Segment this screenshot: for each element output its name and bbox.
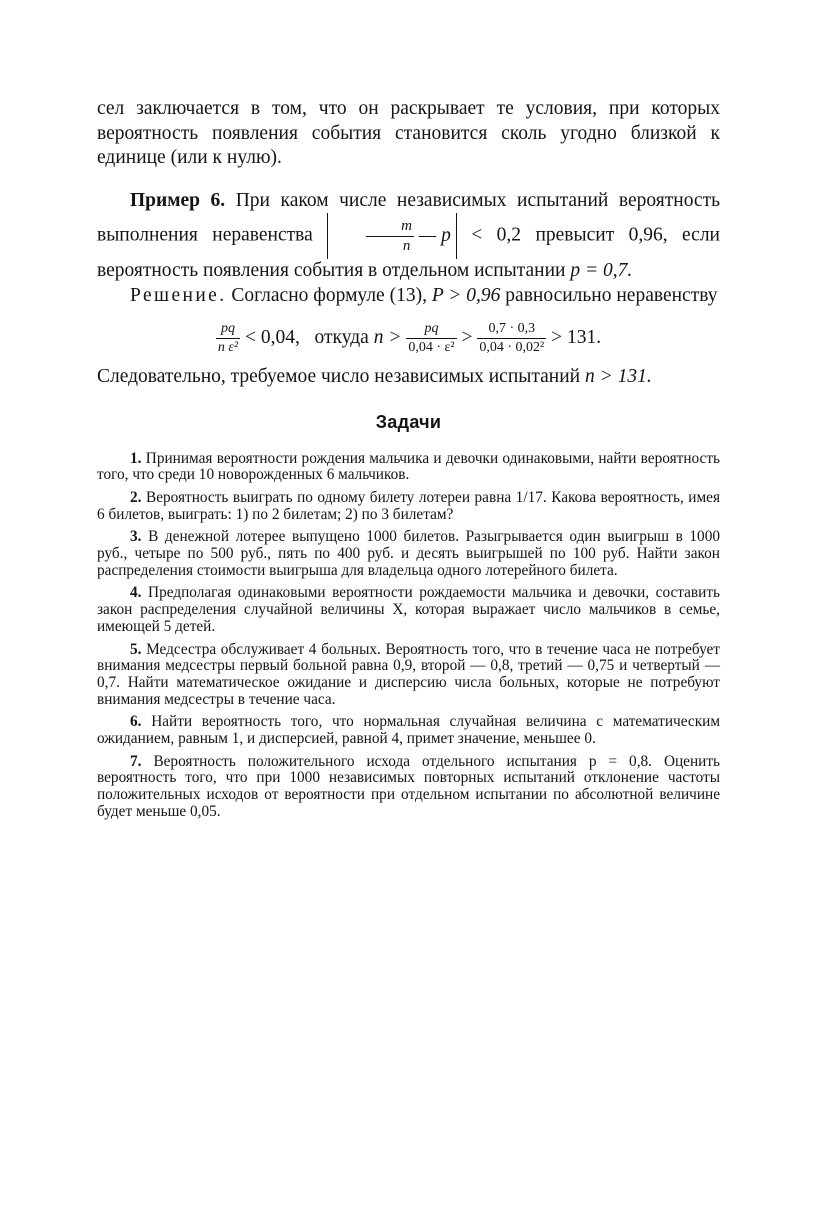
task-text: Принимая вероятности рождения мальчика и девочки одинаковыми, найти вероятность того, что среди 10 новорожденных 6 мальчиков. xyxy=(97,449,720,484)
tasks-list xyxy=(97,451,720,821)
formula-lt: < 0,04, xyxy=(245,326,300,348)
task-text: Вероятность положительного исхода отдельного испытания p = 0,8. Оценить вероятность того, что при 1000 независимых повторных испытаний отклонение частоты положительных исходов от вероятности при отдельном испытании по абсолютной величине будет меньше 0,05. xyxy=(97,752,721,820)
formula-result: > 131. xyxy=(551,326,602,348)
abs-num: m xyxy=(366,219,414,237)
task-text: В денежной лотерее выпущено 1000 билетов. Разыгрывается один выигрыш в 1000 руб., четыре по 500 руб., пять по 400 руб. и десять выигрышей по 100 руб. Найти закон распределения стоимости выигрыша для владельца одного лотерейного билета. xyxy=(97,528,720,579)
formula-n-gt: n > xyxy=(373,326,402,348)
task-text: Найти вероятность того, что нормальная случайная величина с математическим ожиданием, равным 1, и дисперсией, равной 4, примет значение, меньшее 0. xyxy=(97,713,721,748)
task-text: Вероятность выиграть по одному билету лотереи равна 1/17. Какова вероятность, имея 6 билетов, выиграть: 1) по 2 билетам; 2) по 3 билетам? xyxy=(97,488,720,523)
solution-label: Решение. xyxy=(130,284,227,306)
formula-f2-num: pq xyxy=(406,322,456,339)
task-item xyxy=(97,714,720,747)
conclusion-cond: n > 131. xyxy=(584,366,652,387)
task-number: 4. xyxy=(130,584,142,602)
abs-fraction xyxy=(366,219,414,254)
task-item xyxy=(97,642,720,709)
example-label: Пример 6. xyxy=(130,189,226,211)
task-number: 1. xyxy=(130,449,142,467)
task-number: 3. xyxy=(130,528,142,546)
formula-f1-num: pq xyxy=(216,322,240,339)
abs-tail: — p xyxy=(418,225,451,246)
main-text xyxy=(97,97,720,308)
solution-text-2: равносильно неравенству xyxy=(505,284,718,306)
formula-f3-num: 0,7 · 0,3 xyxy=(477,322,546,339)
example-text-1: При каком числе независимых испытаний вероятность выполнения неравенства xyxy=(97,189,720,246)
abs-den: n xyxy=(402,238,411,255)
task-text: Медсестра обслуживает 4 больных. Вероятность того, что в течение часа не потребует внимания медсестры первый больной равна 0,9, второй — 0,8, третий — 0,75 и четвертый — 0,7. Найти математическое ожидание и дисперсию числа больных, которые не потребуют внимания медсестры в течение часа. xyxy=(97,640,720,708)
abs-expression xyxy=(327,213,457,259)
tasks-title: Задачи xyxy=(375,411,442,432)
task-item xyxy=(97,585,720,635)
task-number: 7. xyxy=(130,752,142,770)
task-number: 5. xyxy=(130,640,142,658)
example-cond: < 0,2 xyxy=(471,224,522,246)
solution-text: Согласно формуле (13), xyxy=(231,284,427,306)
p-value: p = 0,7. xyxy=(570,260,633,281)
formula-f2-den: 0,04 · ε² xyxy=(408,340,455,355)
formula-f3-den: 0,04 · 0,02² xyxy=(479,340,545,355)
task-item xyxy=(97,490,720,523)
task-item xyxy=(97,754,720,821)
formula-frac-1 xyxy=(216,322,240,355)
solution-paragraph xyxy=(97,284,720,309)
conclusion-text: Следовательно, требуемое число независимых испытаний xyxy=(97,366,581,387)
formula-f1-den: n ε² xyxy=(217,340,239,355)
page xyxy=(97,97,720,827)
task-item xyxy=(97,529,720,579)
intro-paragraph: сел заключается в том, что он раскрывает те условия, при которых вероятность появления события становится сколь угодно близкой к единице (или к нулю). xyxy=(97,98,720,168)
example-text-2: превысит 0,96, если вероятность появления события в отдельном испытании xyxy=(97,224,720,281)
formula-gt: > xyxy=(461,326,473,348)
solution-cond: P > 0,96 xyxy=(431,284,501,306)
formula-frac-2 xyxy=(406,322,456,355)
task-item xyxy=(97,451,720,484)
formula xyxy=(97,322,720,355)
conclusion xyxy=(97,365,720,390)
task-text: Предполагая одинаковыми вероятности рождаемости мальчика и девочки, составить закон распределения случайной величины X, которая выражает число мальчиков в семье, имеющей 5 детей. xyxy=(97,584,720,635)
example-paragraph xyxy=(97,189,720,284)
task-number: 6. xyxy=(130,713,142,731)
formula-otkuda: откуда xyxy=(314,326,369,348)
task-number: 2. xyxy=(130,488,142,506)
formula-frac-3 xyxy=(477,322,546,355)
